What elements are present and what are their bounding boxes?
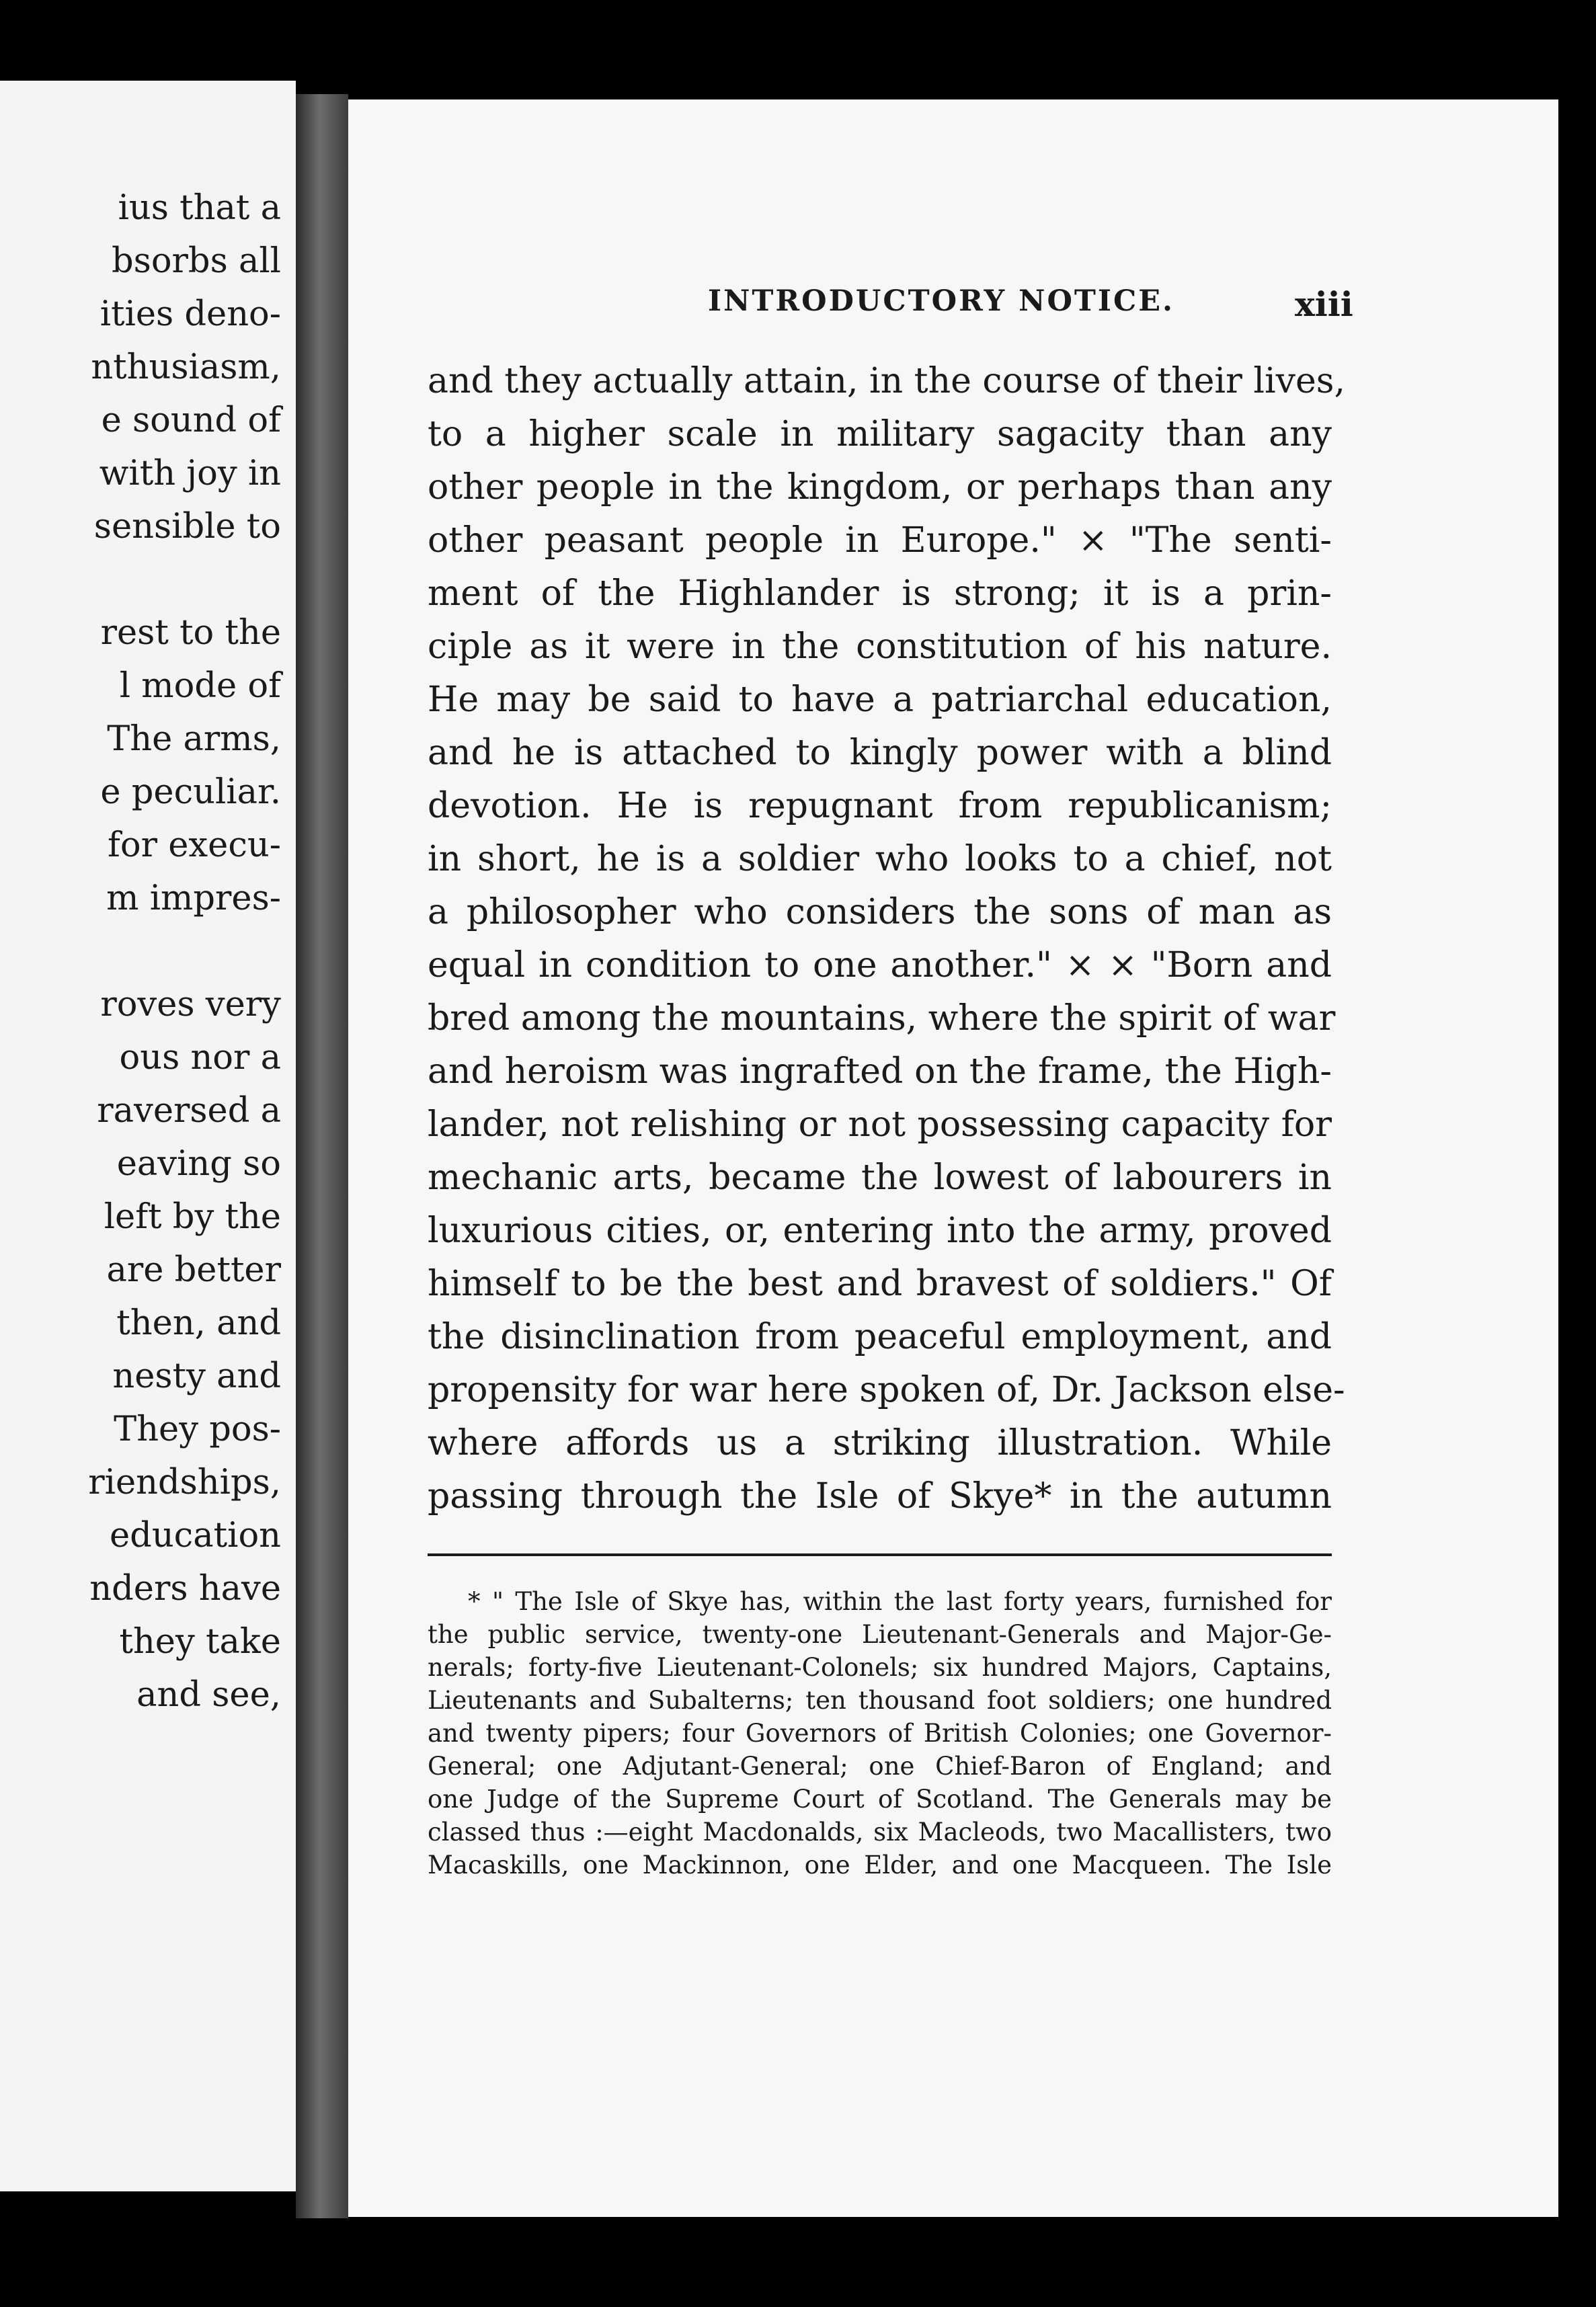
body-line: in short, he is a soldier who looks to a chief, not: [428, 839, 1332, 879]
left-page-line: ius that a: [118, 188, 281, 228]
footnote-line: and twenty pipers; four Governors of British Colonies; one Governor-: [428, 1719, 1332, 1748]
left-page-line: rest to the: [100, 613, 281, 653]
footnote: [428, 1585, 1332, 1881]
body-line: to a higher scale in military sagacity than any: [428, 414, 1332, 454]
footnote-line: Lieutenants and Subalterns; ten thousand foot soldiers; one hundred: [428, 1686, 1332, 1715]
left-page-line: are better: [106, 1250, 281, 1290]
footnote-line: Macaskills, one Mackinnon, one Elder, and one Macqueen. The Isle: [428, 1851, 1332, 1879]
body-text: [428, 355, 1346, 1523]
footnote-line: * " The Isle of Skye has, within the last forty years, furnished for: [468, 1587, 1332, 1616]
body-line: where affords us a striking illustration. While: [428, 1423, 1332, 1463]
body-line: himself to be the best and bravest of soldiers." Of: [428, 1264, 1332, 1304]
body-line: devotion. He is repugnant from republicanism;: [428, 786, 1332, 826]
left-page-line: sensible to: [93, 507, 281, 547]
left-page-line: e sound of: [101, 401, 281, 440]
page-number: xiii: [1295, 284, 1353, 324]
left-page-line: bsorbs all: [112, 241, 281, 281]
right-page: [348, 99, 1558, 2217]
footnote-line: General; one Adjutant-General; one Chief-Baron of England; and: [428, 1752, 1332, 1781]
left-page-line: nders have: [89, 1569, 281, 1609]
left-page-line: nesty and: [112, 1357, 281, 1396]
book-gutter: [296, 94, 348, 2218]
left-page: [0, 81, 296, 2191]
body-line: ciple as it were in the constitution of his nature.: [428, 626, 1332, 667]
left-page-line: riendships,: [88, 1463, 281, 1502]
body-line: and they actually attain, in the course of their lives,: [428, 361, 1346, 401]
left-page-line: They pos-: [114, 1410, 281, 1449]
body-line: equal in condition to one another." × × "Born and: [428, 945, 1332, 985]
body-line: other peasant people in Europe." × "The senti-: [428, 520, 1332, 561]
body-line: and heroism was ingrafted on the frame, the High-: [428, 1051, 1332, 1092]
body-line: mechanic arts, became the lowest of labourers in: [428, 1158, 1332, 1198]
body-line: a philosopher who considers the sons of man as: [428, 892, 1332, 932]
body-line: ment of the Highlander is strong; it is a prin-: [428, 573, 1332, 614]
left-page-line: ities deno-: [99, 294, 281, 334]
left-page-line: l mode of: [119, 666, 281, 706]
left-page-line: and see,: [136, 1675, 281, 1715]
left-page-line: left by the: [104, 1197, 281, 1237]
body-line: propensity for war here spoken of, Dr. Jackson else-: [428, 1370, 1345, 1410]
footnote-line: classed thus :—eight Macdonalds, six Macleods, two Macallisters, two: [428, 1818, 1332, 1847]
running-head: INTRODUCTORY NOTICE.: [708, 284, 1174, 318]
footnote-line: one Judge of the Supreme Court of Scotland. The Generals may be: [428, 1785, 1332, 1814]
left-page-line: they take: [119, 1622, 281, 1662]
left-page-line: with joy in: [99, 454, 281, 493]
left-page-line: The arms,: [107, 719, 281, 759]
body-line: luxurious cities, or, entering into the army, proved: [428, 1211, 1332, 1251]
footnote-line: the public service, twenty-one Lieutenant-Generals and Major-Ge-: [428, 1620, 1332, 1649]
left-page-line: then, and: [116, 1303, 281, 1343]
left-page-line: m impres-: [106, 879, 281, 918]
left-page-line: nthusiasm,: [91, 348, 281, 387]
left-page-line: raversed a: [97, 1091, 281, 1131]
body-line: bred among the mountains, where the spirit of war: [428, 998, 1336, 1039]
body-line: and he is attached to kingly power with a blind: [428, 733, 1332, 773]
left-page-line: eaving so: [116, 1144, 281, 1184]
body-line: lander, not relishing or not possessing capacity for: [428, 1104, 1332, 1145]
footnote-line: nerals; forty-five Lieutenant-Colonels; six hundred Majors, Captains,: [428, 1653, 1332, 1682]
body-line: passing through the Isle of Skye* in the autumn: [428, 1476, 1332, 1516]
body-line: the disinclination from peaceful employment, and: [428, 1317, 1332, 1357]
left-page-line: roves very: [100, 985, 281, 1024]
left-page-line: e peculiar.: [100, 772, 281, 812]
body-line: other people in the kingdom, or perhaps than any: [428, 467, 1332, 508]
body-line: He may be said to have a patriarchal education,: [428, 680, 1332, 720]
footnote-rule: [428, 1553, 1332, 1556]
left-page-line: ous nor a: [119, 1038, 281, 1078]
left-page-line: education: [110, 1516, 281, 1555]
left-page-line: for execu-: [108, 825, 281, 865]
